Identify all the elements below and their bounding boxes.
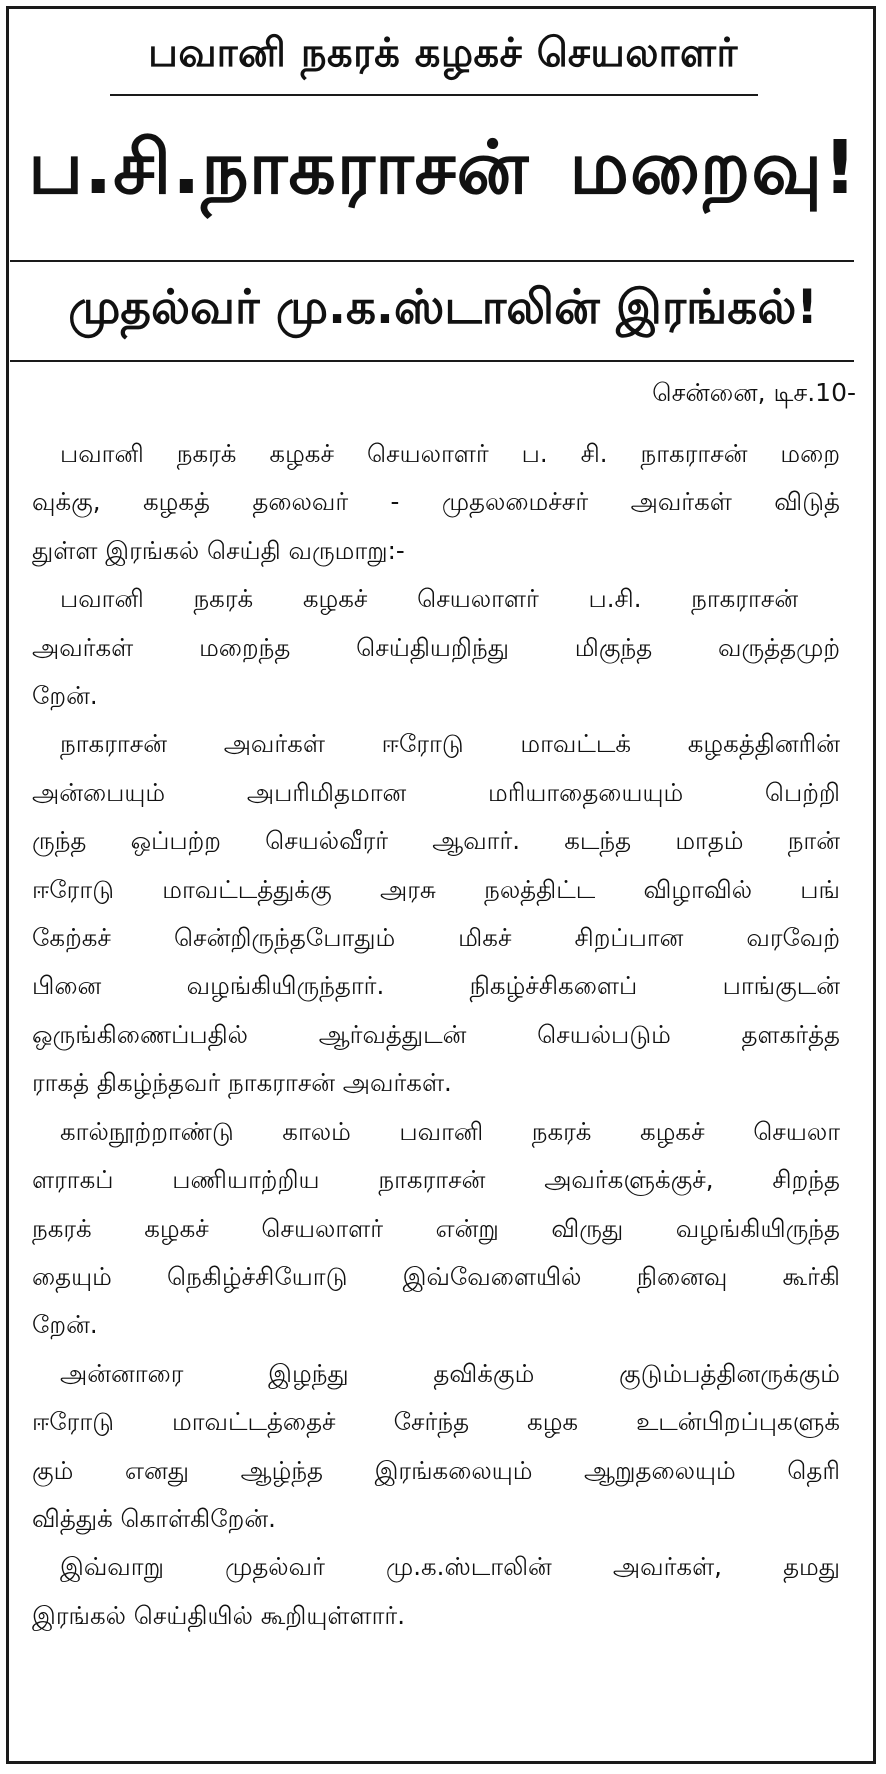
text-line: ளராகப் பணியாற்றிய நாகராசன் அவர்களுக்குச், சிறந்த (32, 1165, 840, 1195)
paragraph (32, 575, 840, 720)
headline-name: ப.சி.நாகராசன் (28, 125, 530, 211)
text-line: அன்னாரை இழந்து தவிக்கும் குடும்பத்தினருக்கும் (60, 1358, 841, 1388)
text-line: தையும் நெகிழ்ச்சியோடு இவ்வேளையில் நினைவு கூர்கி (32, 1261, 840, 1291)
text-line: ராகத் திகழ்ந்தவர் நாகராசன் அவர்கள். (32, 1068, 452, 1098)
subheadline: முதல்வர் மு.க.ஸ்டாலின் இரங்கல்! (68, 280, 818, 335)
text-line: வித்துக் கொள்கிறேன். (32, 1503, 276, 1533)
text-line: பினை வழங்கியிருந்தார். நிகழ்ச்சிகளைப் பாங்குடன் (32, 971, 840, 1001)
paragraph (32, 1350, 840, 1544)
divider-bottom (10, 360, 854, 362)
text-line: ஈரோடு மாவட்டத்தைச் சேர்ந்த கழக உடன்பிறப்புகளுக் (32, 1407, 840, 1437)
paragraph (32, 1108, 840, 1350)
text-line: ஈரோடு மாவட்டத்துக்கு அரசு நலத்திட்ட விழாவில் பங் (32, 874, 840, 904)
text-line: கும் எனது ஆழ்ந்த இரங்கலையும் ஆறுதலையும் தெரி (32, 1455, 840, 1485)
kicker-title: பவானி நகரக் கழகச் செயலாளர் (148, 30, 738, 76)
text-line: ருந்த ஒப்பற்ற செயல்வீரர் ஆவார். கடந்த மாதம் நான் (32, 826, 840, 856)
text-line: இரங்கல் செய்தியில் கூறியுள்ளார். (32, 1600, 405, 1630)
headline (0, 125, 886, 221)
headline-word: மறைவு! (569, 125, 858, 211)
text-line: நகரக் கழகச் செயலாளர் என்று விருது வழங்கியிருந்த (32, 1213, 840, 1243)
text-line: அன்பையும் அபரிமிதமான மரியாதையையும் பெற்றி (32, 777, 840, 807)
text-line: றேன். (32, 1310, 98, 1340)
paragraph (32, 720, 840, 1107)
text-line: இவ்வாறு முதல்வர் மு.க.ஸ்டாலின் அவர்கள், தமது (60, 1552, 841, 1582)
divider-top (10, 260, 854, 262)
kicker-underline (110, 94, 758, 96)
article-body (32, 430, 840, 1640)
text-line: நாகராசன் அவர்கள் ஈரோடு மாவட்டக் கழகத்தினரின் (60, 729, 841, 759)
text-line: வுக்கு, கழகத் தலைவர் - முதலமைச்சர் அவர்கள் விடுத் (32, 487, 840, 517)
text-line: றேன். (32, 681, 98, 711)
paragraph (32, 1543, 840, 1640)
text-line: அவர்கள் மறைந்த செய்தியறிந்து மிகுந்த வருத்தமுற் (32, 632, 840, 662)
paragraph (32, 430, 840, 575)
text-line: பவானி நகரக் கழகச் செயலாளர் ப. சி. நாகராசன் மறை (60, 439, 840, 468)
text-line: பவானி நகரக் கழகச் செயலாளர் ப.சி. நாகராசன் (60, 584, 799, 614)
text-line: கேற்கச் சென்றிருந்தபோதும் மிகச் சிறப்பான வரவேற் (32, 923, 840, 953)
dateline: சென்னை, டிச.10- (652, 378, 856, 407)
text-line: ஒருங்கிணைப்பதில் ஆர்வத்துடன் செயல்படும் தளகர்த்த (32, 1019, 841, 1049)
text-line: கால்நூற்றாண்டு காலம் பவானி நகரக் கழகச் செயலா (60, 1116, 840, 1146)
text-line: துள்ள இரங்கல் செய்தி வருமாறு:- (32, 535, 405, 565)
